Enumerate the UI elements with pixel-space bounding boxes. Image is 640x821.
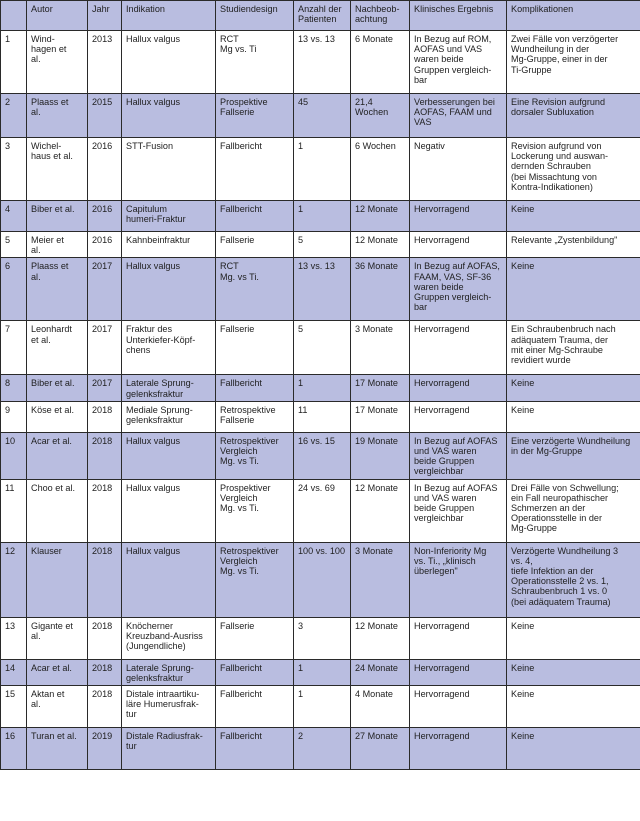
cell-indikation: STT-Fusion <box>122 138 216 201</box>
cell-klinisches-ergebnis: In Bezug auf AOFAS und VAS waren beide Gruppen vergleichbar <box>410 432 507 479</box>
cell-studiendesign: Fallserie <box>216 321 294 375</box>
cell-nachbeobachtung: 12 Monate <box>351 617 410 659</box>
cell-komplikationen: Keine <box>507 659 640 685</box>
cell-klinisches-ergebnis: Non-Inferiority Mg vs. Ti., „klinisch überlegen" <box>410 542 507 617</box>
cell-klinisches-ergebnis: Verbesserungen bei AOFAS, FAAM und VAS <box>410 94 507 138</box>
cell-studiendesign: Fallbericht <box>216 201 294 232</box>
cell-indikation: Capitulum humeri-Fraktur <box>122 201 216 232</box>
cell-index: 13 <box>1 617 27 659</box>
cell-indikation: Mediale Sprung- gelenksfraktur <box>122 401 216 432</box>
cell-index: 6 <box>1 258 27 321</box>
header-komplikationen: Komplikationen <box>507 1 640 31</box>
cell-jahr: 2018 <box>88 686 122 728</box>
cell-studiendesign: Fallbericht <box>216 686 294 728</box>
header-indikation: Indikation <box>122 1 216 31</box>
cell-studiendesign: Retrospektiver Vergleich Mg. vs Ti. <box>216 542 294 617</box>
cell-indikation: Laterale Sprung- gelenksfraktur <box>122 375 216 401</box>
cell-studiendesign: Fallbericht <box>216 659 294 685</box>
cell-klinisches-ergebnis: Hervorragend <box>410 321 507 375</box>
table-row <box>1 728 640 770</box>
table-header-row <box>1 1 640 31</box>
cell-index: 5 <box>1 232 27 258</box>
cell-komplikationen: Keine <box>507 258 640 321</box>
cell-index: 9 <box>1 401 27 432</box>
cell-studiendesign: RCT Mg vs. Ti <box>216 31 294 94</box>
cell-indikation: Distale Radiusfrak- tur <box>122 728 216 770</box>
cell-index: 8 <box>1 375 27 401</box>
cell-autor: Turan et al. <box>27 728 88 770</box>
header-patienten: Anzahl der Patienten <box>294 1 351 31</box>
table-row <box>1 94 640 138</box>
cell-komplikationen: Eine verzögerte Wundheilung in der Mg-Gruppe <box>507 432 640 479</box>
cell-komplikationen: Keine <box>507 686 640 728</box>
cell-klinisches-ergebnis: Hervorragend <box>410 728 507 770</box>
cell-autor: Klauser <box>27 542 88 617</box>
cell-klinisches-ergebnis: Hervorragend <box>410 232 507 258</box>
cell-nachbeobachtung: 36 Monate <box>351 258 410 321</box>
cell-komplikationen: Keine <box>507 375 640 401</box>
cell-jahr: 2015 <box>88 94 122 138</box>
cell-index: 10 <box>1 432 27 479</box>
cell-patienten: 45 <box>294 94 351 138</box>
cell-jahr: 2017 <box>88 321 122 375</box>
cell-studiendesign: Retrospektiver Vergleich Mg. vs Ti. <box>216 432 294 479</box>
cell-patienten: 100 vs. 100 <box>294 542 351 617</box>
cell-jahr: 2013 <box>88 31 122 94</box>
cell-studiendesign: Fallbericht <box>216 375 294 401</box>
cell-jahr: 2016 <box>88 138 122 201</box>
cell-klinisches-ergebnis: In Bezug auf ROM, AOFAS und VAS waren beide Gruppen vergleich- bar <box>410 31 507 94</box>
cell-autor: Gigante et al. <box>27 617 88 659</box>
cell-patienten: 1 <box>294 659 351 685</box>
cell-autor: Meier et al. <box>27 232 88 258</box>
cell-komplikationen: Revision aufgrund von Lockerung und auswan- dernden Schrauben (bei Missachtung von Kontra-Indikationen) <box>507 138 640 201</box>
cell-jahr: 2018 <box>88 659 122 685</box>
cell-komplikationen: Keine <box>507 728 640 770</box>
cell-komplikationen: Verzögerte Wundheilung 3 vs. 4, tiefe Infektion an der Operationsstelle 2 vs. 1, Schraubenbruch 1 vs. 0 (bei adäquatem Trauma) <box>507 542 640 617</box>
cell-jahr: 2018 <box>88 432 122 479</box>
cell-autor: Choo et al. <box>27 479 88 542</box>
table-row <box>1 479 640 542</box>
cell-jahr: 2016 <box>88 232 122 258</box>
cell-indikation: Distale intraartiku- läre Humerusfrak- tur <box>122 686 216 728</box>
cell-komplikationen: Keine <box>507 617 640 659</box>
cell-nachbeobachtung: 4 Monate <box>351 686 410 728</box>
cell-indikation: Hallux valgus <box>122 479 216 542</box>
table-row <box>1 31 640 94</box>
cell-autor: Plaass et al. <box>27 94 88 138</box>
cell-studiendesign: Fallserie <box>216 232 294 258</box>
cell-nachbeobachtung: 12 Monate <box>351 232 410 258</box>
cell-jahr: 2017 <box>88 258 122 321</box>
table-row <box>1 232 640 258</box>
cell-klinisches-ergebnis: Hervorragend <box>410 686 507 728</box>
cell-index: 3 <box>1 138 27 201</box>
cell-klinisches-ergebnis: Hervorragend <box>410 375 507 401</box>
cell-indikation: Hallux valgus <box>122 258 216 321</box>
cell-klinisches-ergebnis: In Bezug auf AOFAS, FAAM, VAS, SF-36 waren beide Gruppen vergleich- bar <box>410 258 507 321</box>
cell-indikation: Hallux valgus <box>122 31 216 94</box>
cell-index: 2 <box>1 94 27 138</box>
cell-komplikationen: Ein Schraubenbruch nach adäquatem Trauma, der mit einer Mg-Schraube revidiert wurde <box>507 321 640 375</box>
header-jahr: Jahr <box>88 1 122 31</box>
cell-patienten: 11 <box>294 401 351 432</box>
table-row <box>1 617 640 659</box>
cell-autor: Wichel- haus et al. <box>27 138 88 201</box>
header-index <box>1 1 27 31</box>
table-row <box>1 542 640 617</box>
cell-indikation: Kahnbeinfraktur <box>122 232 216 258</box>
cell-nachbeobachtung: 12 Monate <box>351 201 410 232</box>
cell-jahr: 2017 <box>88 375 122 401</box>
cell-index: 14 <box>1 659 27 685</box>
table-row <box>1 321 640 375</box>
cell-autor: Köse et al. <box>27 401 88 432</box>
cell-patienten: 1 <box>294 686 351 728</box>
cell-patienten: 16 vs. 15 <box>294 432 351 479</box>
cell-patienten: 24 vs. 69 <box>294 479 351 542</box>
table-row <box>1 258 640 321</box>
cell-index: 1 <box>1 31 27 94</box>
cell-jahr: 2018 <box>88 617 122 659</box>
cell-indikation: Hallux valgus <box>122 432 216 479</box>
cell-studiendesign: Fallbericht <box>216 728 294 770</box>
header-nachbeobachtung: Nachbeob- achtung <box>351 1 410 31</box>
cell-jahr: 2019 <box>88 728 122 770</box>
cell-nachbeobachtung: 6 Monate <box>351 31 410 94</box>
cell-jahr: 2016 <box>88 201 122 232</box>
cell-klinisches-ergebnis: Hervorragend <box>410 201 507 232</box>
cell-komplikationen: Zwei Fälle von verzögerter Wundheilung in der Mg-Gruppe, einer in der Ti-Gruppe <box>507 31 640 94</box>
cell-indikation: Hallux valgus <box>122 94 216 138</box>
cell-index: 4 <box>1 201 27 232</box>
cell-patienten: 3 <box>294 617 351 659</box>
cell-klinisches-ergebnis: In Bezug auf AOFAS und VAS waren beide Gruppen vergleichbar <box>410 479 507 542</box>
cell-studiendesign: Prospektive Fallserie <box>216 94 294 138</box>
header-autor: Autor <box>27 1 88 31</box>
cell-indikation: Hallux valgus <box>122 542 216 617</box>
cell-nachbeobachtung: 27 Monate <box>351 728 410 770</box>
header-studiendesign: Studiendesign <box>216 1 294 31</box>
cell-patienten: 13 vs. 13 <box>294 258 351 321</box>
cell-patienten: 1 <box>294 201 351 232</box>
cell-studiendesign: Prospektiver Vergleich Mg. vs Ti. <box>216 479 294 542</box>
cell-indikation: Laterale Sprung- gelenksfraktur <box>122 659 216 685</box>
cell-nachbeobachtung: 6 Wochen <box>351 138 410 201</box>
cell-klinisches-ergebnis: Negativ <box>410 138 507 201</box>
table-row <box>1 401 640 432</box>
cell-patienten: 1 <box>294 138 351 201</box>
cell-index: 16 <box>1 728 27 770</box>
cell-klinisches-ergebnis: Hervorragend <box>410 659 507 685</box>
cell-studiendesign: Retrospektive Fallserie <box>216 401 294 432</box>
cell-index: 11 <box>1 479 27 542</box>
cell-autor: Plaass et al. <box>27 258 88 321</box>
cell-indikation: Knöcherner Kreuzband-Ausriss (Jungendliche) <box>122 617 216 659</box>
cell-studiendesign: Fallserie <box>216 617 294 659</box>
cell-komplikationen: Keine <box>507 401 640 432</box>
cell-patienten: 5 <box>294 232 351 258</box>
cell-nachbeobachtung: 3 Monate <box>351 321 410 375</box>
cell-index: 15 <box>1 686 27 728</box>
cell-nachbeobachtung: 3 Monate <box>351 542 410 617</box>
cell-klinisches-ergebnis: Hervorragend <box>410 401 507 432</box>
cell-autor: Acar et al. <box>27 432 88 479</box>
cell-komplikationen: Eine Revision aufgrund dorsaler Subluxation <box>507 94 640 138</box>
cell-indikation: Fraktur des Unterkiefer-Köpf- chens <box>122 321 216 375</box>
table-row <box>1 659 640 685</box>
cell-jahr: 2018 <box>88 401 122 432</box>
cell-patienten: 2 <box>294 728 351 770</box>
cell-nachbeobachtung: 17 Monate <box>351 401 410 432</box>
table-row <box>1 375 640 401</box>
table-row <box>1 432 640 479</box>
cell-autor: Acar et al. <box>27 659 88 685</box>
cell-autor: Leonhardt et al. <box>27 321 88 375</box>
cell-patienten: 1 <box>294 375 351 401</box>
cell-studiendesign: Fallbericht <box>216 138 294 201</box>
cell-index: 7 <box>1 321 27 375</box>
cell-autor: Aktan et al. <box>27 686 88 728</box>
table-row <box>1 686 640 728</box>
cell-studiendesign: RCT Mg. vs Ti. <box>216 258 294 321</box>
cell-komplikationen: Keine <box>507 201 640 232</box>
cell-nachbeobachtung: 21,4 Wochen <box>351 94 410 138</box>
cell-index: 12 <box>1 542 27 617</box>
cell-komplikationen: Relevante „Zystenbildung" <box>507 232 640 258</box>
cell-autor: Biber et al. <box>27 375 88 401</box>
cell-komplikationen: Drei Fälle von Schwellung; ein Fall neuropathischer Schmerzen an der Operationsstelle in der Mg-Gruppe <box>507 479 640 542</box>
cell-klinisches-ergebnis: Hervorragend <box>410 617 507 659</box>
cell-nachbeobachtung: 17 Monate <box>351 375 410 401</box>
cell-autor: Wind- hagen et al. <box>27 31 88 94</box>
header-klinisches-ergebnis: Klinisches Ergebnis <box>410 1 507 31</box>
cell-patienten: 5 <box>294 321 351 375</box>
cell-nachbeobachtung: 19 Monate <box>351 432 410 479</box>
cell-nachbeobachtung: 24 Monate <box>351 659 410 685</box>
table-row <box>1 201 640 232</box>
cell-jahr: 2018 <box>88 479 122 542</box>
cell-nachbeobachtung: 12 Monate <box>351 479 410 542</box>
cell-jahr: 2018 <box>88 542 122 617</box>
cell-autor: Biber et al. <box>27 201 88 232</box>
cell-patienten: 13 vs. 13 <box>294 31 351 94</box>
table-row <box>1 138 640 201</box>
